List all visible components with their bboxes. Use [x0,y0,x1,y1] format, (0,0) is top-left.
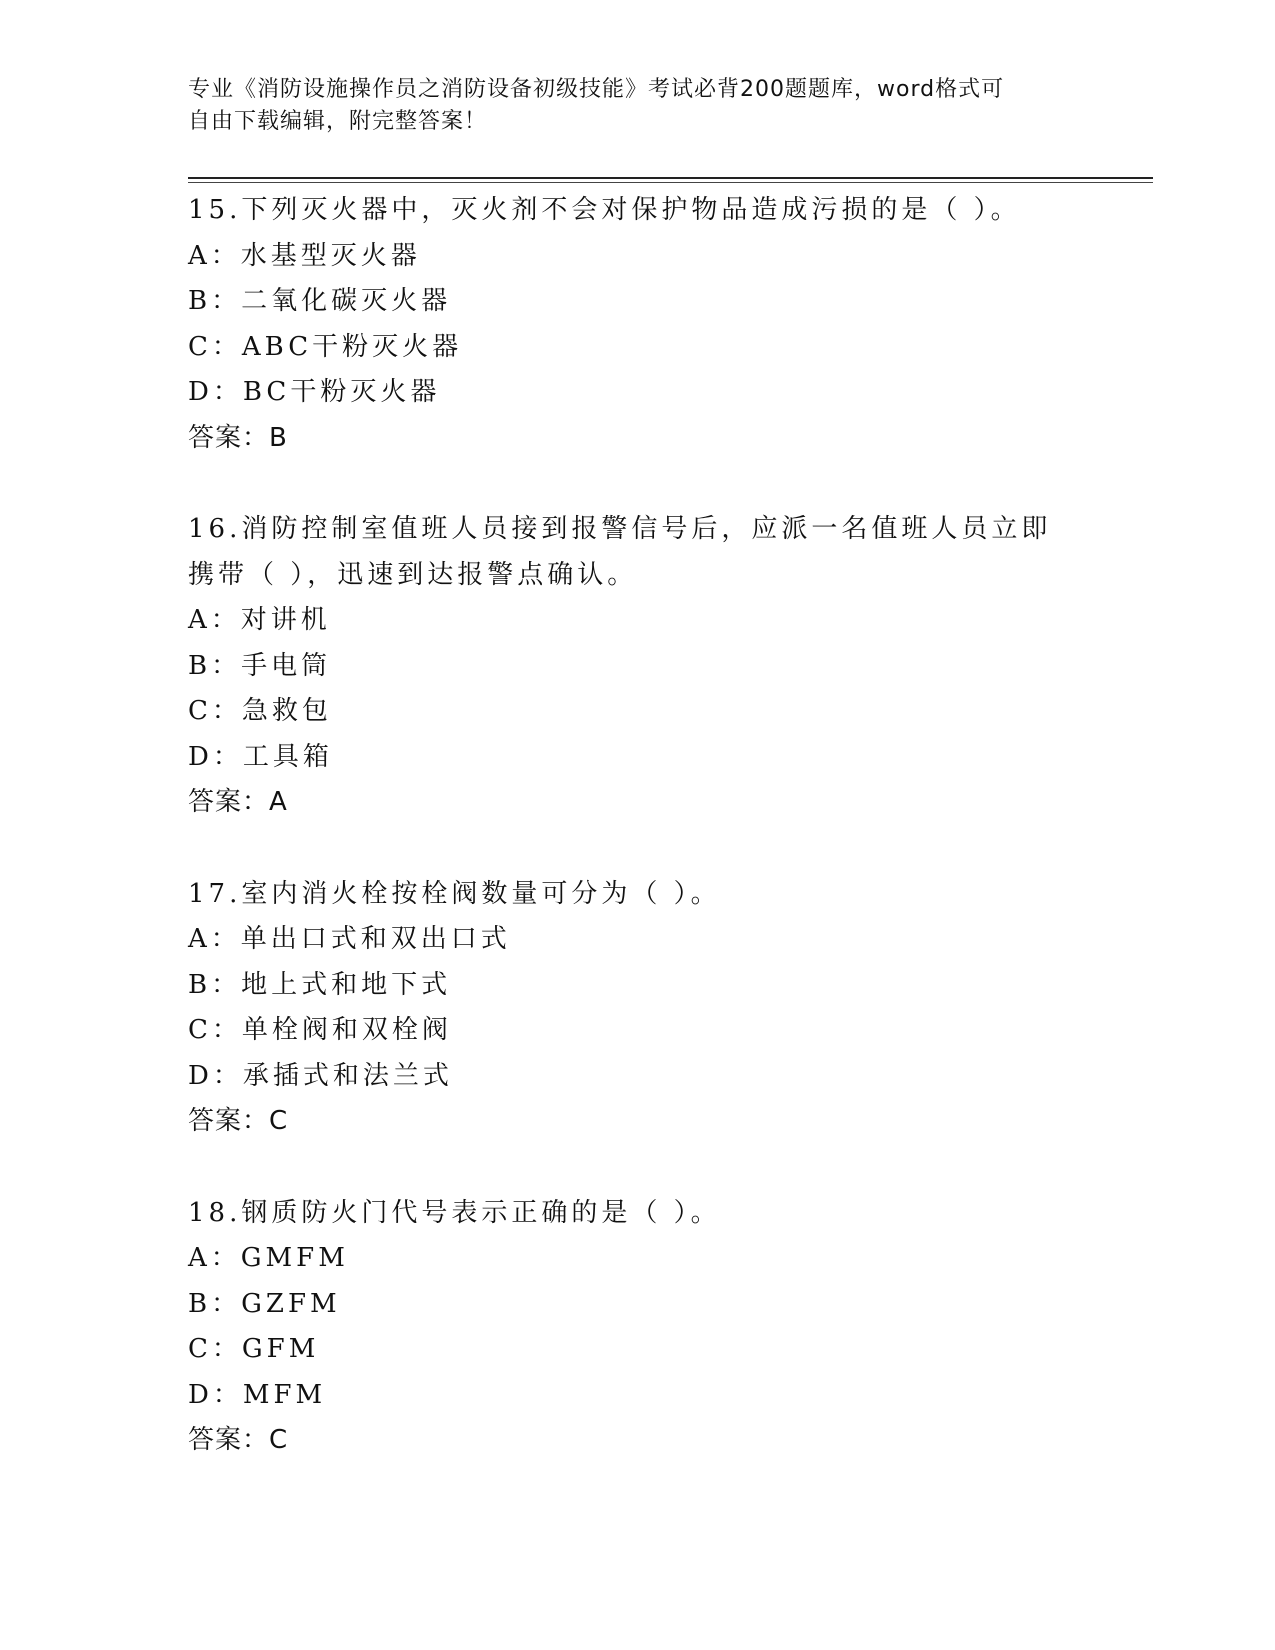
header-line-1: 专业《消防设施操作员之消防设备初级技能》考试必背200题题库，word格式可 [188,77,1005,102]
option-d: D：MFM [188,1379,327,1410]
answer: 答案：B [188,422,288,453]
option-c: C：单栓阀和双栓阀 [188,1015,452,1045]
question-18 [188,1191,1078,1464]
question-stem: 18.钢质防火门代号表示正确的是（ ）。 [188,1197,721,1228]
option-a: A：单出口式和双出口式 [188,924,511,954]
question-17 [188,872,1078,1145]
question-list [188,188,1078,1510]
option-b: B：手电筒 [188,650,332,681]
option-b: B：GZFM [188,1288,341,1319]
option-a: A：水基型灭火器 [188,240,421,271]
answer: 答案：C [188,1106,289,1136]
question-stem: 17.室内消火栓按栓阀数量可分为（ ）。 [188,878,721,909]
answer: 答案：C [188,1425,289,1455]
option-c: C：急救包 [188,696,332,726]
answer: 答案：A [188,787,288,817]
question-stem: 16.消防控制室值班人员接到报警信号后，应派一名值班人员立即携带（ ），迅速到达报警点确认。 [188,514,1052,590]
option-c: C：ABC干粉灭火器 [188,331,463,362]
option-a: A：对讲机 [188,605,331,635]
question-15 [188,188,1078,461]
option-d: D：工具箱 [188,741,333,772]
option-a: A：GMFM [188,1243,349,1273]
option-b: B：二氧化碳灭火器 [188,286,452,316]
document-header [188,74,1068,138]
header-divider-thick [188,177,1153,179]
option-b: B：地上式和地下式 [188,969,452,1000]
header-line-2: 自由下载编辑，附完整答案！ [188,109,488,134]
option-d: D：BC干粉灭火器 [188,377,441,407]
option-d: D：承插式和法兰式 [188,1060,453,1091]
question-16 [188,507,1078,826]
header-divider-thin [188,182,1153,183]
question-stem: 15.下列灭火器中，灭火剂不会对保护物品造成污损的是（ ）。 [188,195,1021,225]
option-c: C：GFM [188,1334,320,1364]
